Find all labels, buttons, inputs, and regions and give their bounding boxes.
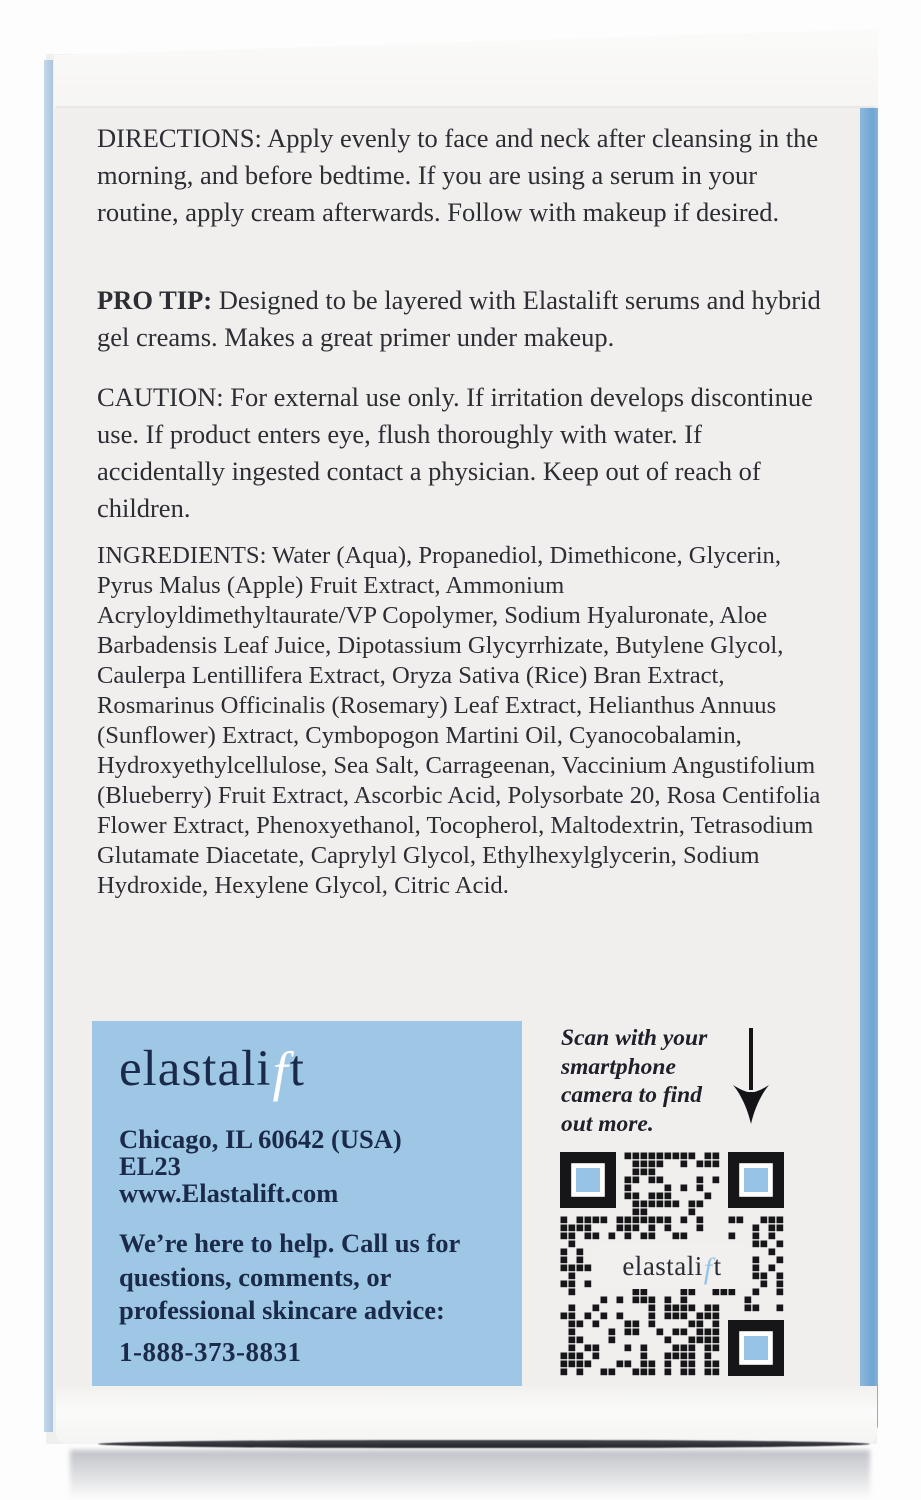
pro-tip-paragraph bbox=[97, 282, 829, 356]
website-url: www.Elastalift.com bbox=[119, 1178, 339, 1208]
pro-tip-label: PRO TIP: bbox=[97, 285, 213, 315]
qr-logo-suffix: t bbox=[713, 1250, 722, 1281]
product-code: EL23 bbox=[119, 1151, 181, 1181]
directions-paragraph bbox=[97, 120, 829, 231]
box-left-edge bbox=[44, 60, 53, 1432]
qr-code bbox=[560, 1152, 784, 1376]
pro-tip-text: Designed to be layered with Elastalift serums and hybrid gel creams. Makes a great primer under makeup. bbox=[97, 285, 821, 352]
brand-logo bbox=[119, 1035, 305, 1102]
qr-logo-prefix: elastali bbox=[622, 1250, 703, 1281]
directions-label: DIRECTIONS: bbox=[97, 123, 262, 153]
phone-number: 1-888-373-8831 bbox=[119, 1337, 302, 1367]
caution-text: For external use only. If irritation develops discontinue use. If product enters eye, flush thoroughly with water. If accidentally ingested contact a physician. Keep out of reach of children. bbox=[97, 382, 813, 523]
brand-logo-accent-letter: f bbox=[272, 1041, 289, 1102]
ingredients-text: Water (Aqua), Propanediol, Dimethicone, Glycerin, Pyrus Malus (Apple) Fruit Extract, Ammonium Acryloyldimethyltaurate/VP Copolymer, Sodium Hyaluronate, Aloe Barbadensis Leaf Juice, Dipotassium Glycyrrhizate, Butylene Glycol, Caulerpa Lentillifera Extract, Oryza Sativa (Rice) Bran Extract, Rosmarinus Officinalis (Rosemary) Leaf Extract, Helianthus Annuus (Sunflower) Extract, Cymbopogon Martini Oil, Cyanocobalamin, Hydroxyethylcellulose, Sea Salt, Carrageenan, Vaccinium Angustifolium (Blueberry) Fruit Extract, Ascorbic Acid, Polysorbate 20, Rosa Centifolia Flower Extract, Phenoxyethanol, Tocopherol, Maltodextrin, Tetrasodium Glutamate Diacetate, Caprylyl Glycol, Ethylhexylglycerin, Sodium Hydroxide, Hexylene Glycol, Citric Acid. bbox=[97, 542, 821, 899]
ingredients-label: INGREDIENTS: bbox=[97, 542, 267, 569]
floor-reflection bbox=[70, 1450, 870, 1500]
address-line: Chicago, IL 60642 (USA) bbox=[119, 1124, 402, 1154]
box-top-flap bbox=[54, 24, 878, 108]
caution-paragraph bbox=[97, 379, 829, 527]
ingredients-paragraph bbox=[97, 541, 839, 901]
brand-logo-suffix: t bbox=[289, 1041, 305, 1097]
box-bottom-fold bbox=[56, 1386, 877, 1444]
qr-logo-accent-letter: f bbox=[703, 1252, 713, 1285]
directions-text: Apply evenly to face and neck after cleansing in the morning, and before bedtime. If you are using a serum in your routine, apply cream afterwards. Follow with makeup if desired. bbox=[97, 123, 819, 227]
box-right-edge bbox=[860, 100, 878, 1430]
box-top-crease bbox=[56, 106, 876, 108]
qr-center-logo bbox=[594, 1243, 750, 1289]
down-arrow-icon bbox=[733, 1026, 769, 1126]
brand-logo-prefix: elastali bbox=[119, 1041, 272, 1097]
help-text: We’re here to help. Call us for questions, comments, or professional skincare advice: bbox=[119, 1228, 460, 1325]
qr-caption: Scan with your smartphone camera to find out more. bbox=[561, 1025, 708, 1137]
box-bottom-edge bbox=[98, 1440, 870, 1448]
brand-info-panel bbox=[92, 1021, 522, 1386]
caution-label: CAUTION: bbox=[97, 382, 224, 412]
